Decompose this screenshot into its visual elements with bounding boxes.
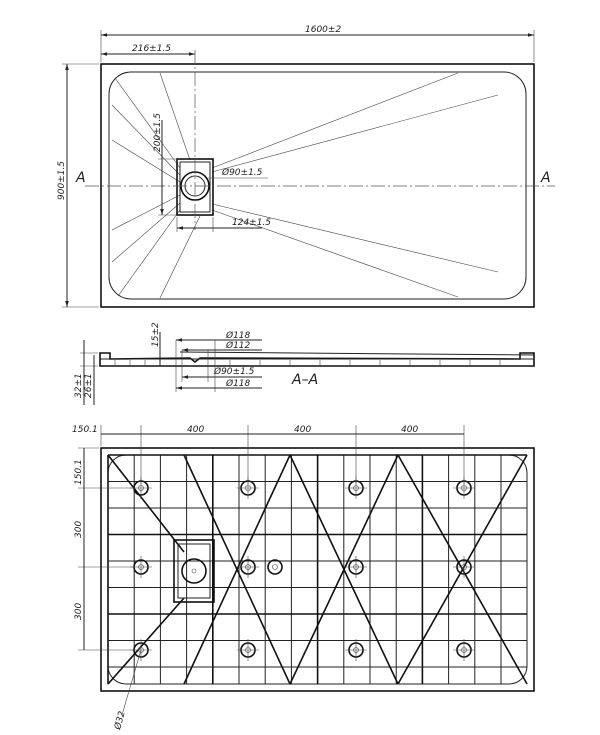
drain-width-label: 124±1.5 [232, 218, 272, 228]
slope-lines [112, 73, 498, 298]
bottom-spacing-y-2: 300 [74, 602, 84, 620]
section-base-thickness-label: 26±1 [84, 373, 94, 398]
bottom-edge-offset-x-label: 150.1 [72, 425, 98, 435]
bottom-edge-offset-y-label: 150.1 [74, 459, 84, 485]
section-drain-dim [182, 366, 262, 377]
bottom-drain-box [174, 540, 214, 602]
support-foot [237, 639, 259, 661]
bottom-spacing-x-2: 400 [294, 425, 312, 435]
bottom-view [72, 425, 534, 732]
section-mark-left: A [76, 170, 86, 186]
drain-offset-dimension [101, 44, 195, 54]
section-outer-bottom-dim [176, 378, 262, 389]
section-mark-right: A [541, 170, 551, 186]
support-foot [453, 639, 475, 661]
drain-width-dimension [177, 217, 271, 232]
drain-diameter-leader [208, 167, 268, 178]
section-inner-top-label: Ø112 [226, 341, 251, 351]
tray-outline [101, 64, 534, 307]
length-dim-label: 1600±2 [305, 25, 342, 35]
drain-diameter-label: Ø90±1.5 [222, 168, 263, 178]
section-rib-marks [115, 360, 500, 366]
bottom-spacing-x-1: 400 [187, 425, 205, 435]
section-rim-height-label: 15±2 [151, 322, 161, 347]
foot-diameter-label: Ø32 [113, 710, 128, 731]
drain-height-dimension [153, 113, 176, 215]
section-thickness-dims [74, 340, 98, 405]
section-total-thickness-label: 32±1 [74, 373, 84, 398]
section-title: A–A [292, 372, 319, 388]
drain-offset-label: 216±1.5 [132, 44, 172, 54]
bottom-spacing-y-1: 300 [74, 520, 84, 538]
section-outer-bottom-label: Ø118 [226, 379, 251, 389]
support-foot [345, 639, 367, 661]
support-foot [268, 560, 282, 574]
support-foot [237, 556, 259, 578]
section-inner-top-dim [182, 340, 262, 351]
section-outer-top-dim [176, 330, 262, 341]
section-drain-label: Ø90±1.5 [214, 367, 255, 377]
section-outer-top-label: Ø118 [226, 331, 251, 341]
section-view [74, 322, 534, 405]
width-dim-label: 900±1.5 [57, 160, 67, 200]
bottom-spacing-x-3: 400 [401, 425, 419, 435]
drain-height-label: 200±1.5 [153, 112, 163, 152]
top-view [57, 25, 555, 307]
